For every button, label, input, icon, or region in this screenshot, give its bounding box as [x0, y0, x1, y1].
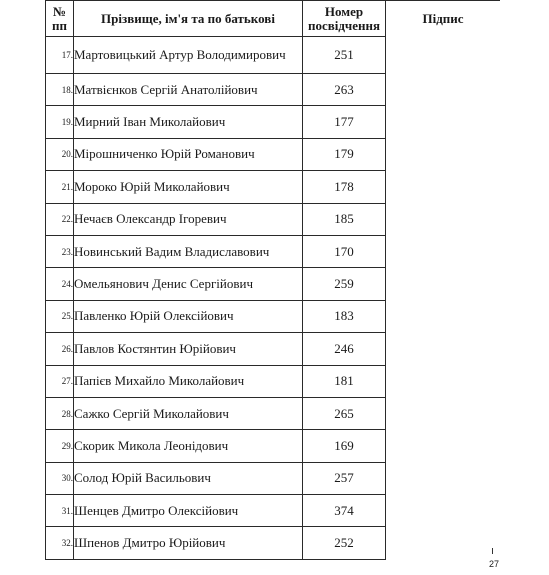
row-certificate-number: 252 — [303, 527, 386, 559]
row-signature-cell — [386, 74, 501, 106]
row-full-name: Мирний Іван Миколайович — [74, 106, 303, 138]
table-row — [46, 74, 501, 106]
row-number: 28. — [46, 397, 74, 429]
row-certificate-number: 374 — [303, 495, 386, 527]
row-full-name: Мартовицький Артур Володимирович — [74, 37, 303, 74]
table-row — [46, 495, 501, 527]
row-certificate-number: 178 — [303, 171, 386, 203]
table-row — [46, 462, 501, 494]
row-certificate-number: 251 — [303, 37, 386, 74]
row-number: 22. — [46, 203, 74, 235]
row-number: 30. — [46, 462, 74, 494]
row-full-name: Павлов Костянтин Юрійович — [74, 333, 303, 365]
row-certificate-number: 183 — [303, 300, 386, 332]
header-certificate: Номер посвідчення — [303, 1, 386, 37]
row-signature-cell — [386, 268, 501, 300]
row-certificate-number: 257 — [303, 462, 386, 494]
row-number: 25. — [46, 300, 74, 332]
row-certificate-number: 263 — [303, 74, 386, 106]
row-signature-cell — [386, 203, 501, 235]
row-full-name: Омельянович Денис Сергійович — [74, 268, 303, 300]
row-full-name: Мірошниченко Юрій Романович — [74, 138, 303, 170]
row-signature-cell — [386, 397, 501, 429]
row-signature-cell — [386, 430, 501, 462]
table-row — [46, 333, 501, 365]
row-signature-cell — [386, 300, 501, 332]
row-signature-cell — [386, 333, 501, 365]
table-row — [46, 203, 501, 235]
row-full-name: Новинський Вадим Владиславович — [74, 235, 303, 267]
table-row — [46, 268, 501, 300]
row-number: 31. — [46, 495, 74, 527]
table-row — [46, 37, 501, 74]
table-row — [46, 235, 501, 267]
row-certificate-number: 179 — [303, 138, 386, 170]
header-name: Прізвище, ім'я та по батькові — [74, 1, 303, 37]
row-number: 21. — [46, 171, 74, 203]
row-signature-cell — [386, 462, 501, 494]
row-number: 17. — [46, 37, 74, 74]
row-number: 26. — [46, 333, 74, 365]
row-full-name: Скорик Микола Леонідович — [74, 430, 303, 462]
row-signature-cell — [386, 235, 501, 267]
row-number: 29. — [46, 430, 74, 462]
row-certificate-number: 170 — [303, 235, 386, 267]
row-signature-cell — [386, 37, 501, 74]
page-number: 27 — [488, 559, 499, 569]
row-certificate-number: 259 — [303, 268, 386, 300]
row-full-name: Папієв Михайло Миколайович — [74, 365, 303, 397]
table-row — [46, 171, 501, 203]
row-number: 23. — [46, 235, 74, 267]
header-number: № пп — [46, 1, 74, 37]
row-signature-cell — [386, 106, 501, 138]
table-row — [46, 527, 501, 559]
row-certificate-number: 265 — [303, 397, 386, 429]
row-number: 27. — [46, 365, 74, 397]
row-number: 20. — [46, 138, 74, 170]
header-signature: Підпис — [386, 1, 501, 37]
row-number: 24. — [46, 268, 74, 300]
row-signature-cell — [386, 171, 501, 203]
row-full-name: Нечаєв Олександр Ігоревич — [74, 203, 303, 235]
row-signature-cell — [386, 365, 501, 397]
row-full-name: Матвієнков Сергій Анатолійович — [74, 74, 303, 106]
table-row — [46, 106, 501, 138]
deputies-signature-table — [45, 0, 500, 560]
row-certificate-number: 185 — [303, 203, 386, 235]
row-number: 19. — [46, 106, 74, 138]
row-full-name: Сажко Сергій Миколайович — [74, 397, 303, 429]
row-certificate-number: 181 — [303, 365, 386, 397]
row-number: 32. — [46, 527, 74, 559]
row-signature-cell — [386, 527, 501, 559]
corner-mark — [492, 548, 493, 554]
row-signature-cell — [386, 495, 501, 527]
row-full-name: Павленко Юрій Олексійович — [74, 300, 303, 332]
row-full-name: Солод Юрій Васильович — [74, 462, 303, 494]
row-signature-cell — [386, 138, 501, 170]
row-certificate-number: 246 — [303, 333, 386, 365]
table-row — [46, 397, 501, 429]
row-number: 18. — [46, 74, 74, 106]
table-row — [46, 365, 501, 397]
row-full-name: Шенцев Дмитро Олексійович — [74, 495, 303, 527]
table-row — [46, 138, 501, 170]
table-row — [46, 430, 501, 462]
table-header-row — [46, 1, 501, 37]
row-full-name: Мороко Юрій Миколайович — [74, 171, 303, 203]
table-row — [46, 300, 501, 332]
table-body — [46, 37, 501, 560]
row-certificate-number: 177 — [303, 106, 386, 138]
row-certificate-number: 169 — [303, 430, 386, 462]
row-full-name: Шпенов Дмитро Юрійович — [74, 527, 303, 559]
